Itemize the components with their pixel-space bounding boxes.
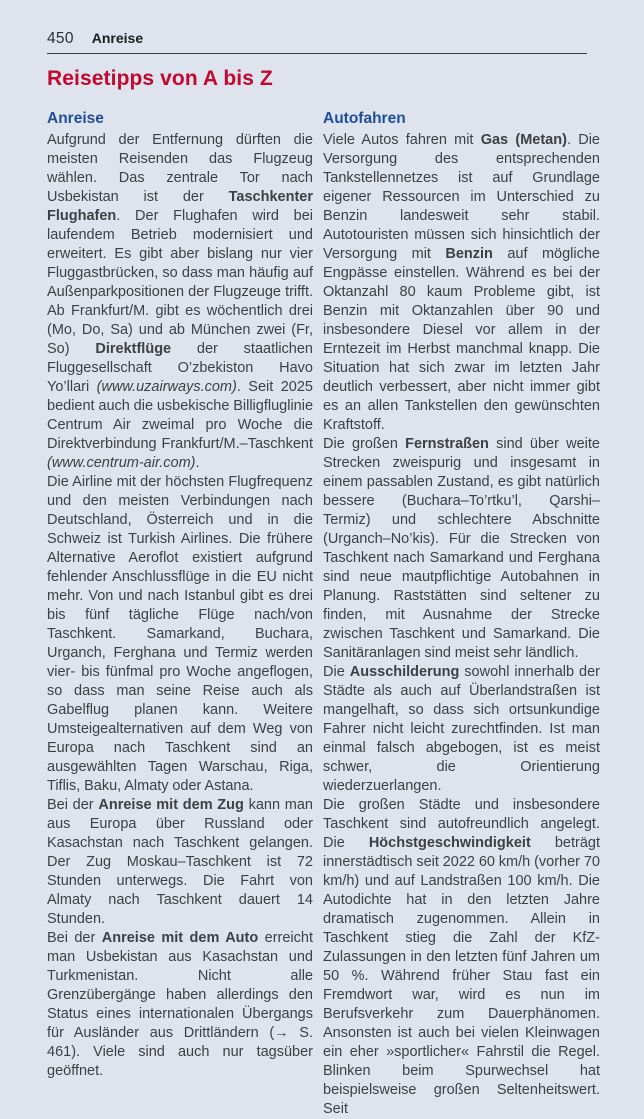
body-text: der staatlichen Fluggesellschaft O’zbekiston Havo Yo’llari (47, 341, 313, 395)
section-heading-anreise: Anreise (47, 110, 104, 127)
body-text: sind über weite Strecken zweispurig und insgesamt in einem passablen Zustand, es gibt natürlich bessere (Buchara–To’rtku’l, Qarshi–Termiz) und schlechtere Abschnitte (Urganch–No’kis). Für die Strecken von Taschkent nach Samarkand und Ferghana sind neue mautpflichtige Autobahnen in Planung. Raststätten sind seltener zu finden, mit Ausnahme der Strecke zwischen Taschkent und Samarkand. Die Sanitäranlagen sind meist sehr ländlich. (323, 436, 600, 661)
paragraph (323, 435, 600, 663)
body-text: . Die Versorgung des entsprechenden Tankstellennetzes ist auf Grundlage eigener Ressourcen im Unterschied zu Benzin landesweit sehr stabil. Autotouristen müssen sich hinsichtlich der Versorgung mit (323, 132, 600, 262)
bold-text: Ausschilderung (349, 664, 460, 680)
body-text: . Der Flughafen wird bei laufendem Betrieb modernisiert und erweitert. Es gibt aber bislang nur vier Fluggastbrücken, so dass man häufig auf Außenparkpositionen der Flugzeuge trifft. Ab Frankfurt/M. gibt es wöchentlich drei (Mo, Do, Sa) und ab München zwei (Fr, So) (47, 208, 313, 357)
body-text: kann man aus Europa über Russland oder Kasachstan nach Taschkent gelangen. Der Zug Moskau–Taschkent ist 72 Stunden unterwegs. Die Fahrt von Almaty nach Taschkent dauert 14 Stunden. (47, 797, 313, 927)
italic-text: (www.uzairways.com) (96, 379, 237, 395)
section-heading-autofahren: Autofahren (323, 110, 406, 127)
body-text: Aufgrund der Entfernung dürften die meisten Reisenden das Flugzeug wählen. Das zentrale Tor nach Usbekistan ist der (47, 132, 313, 205)
body-text: Viele Autos fahren mit (323, 132, 481, 148)
column-anreise-body (47, 131, 313, 1081)
body-text: Die Airline mit der höchsten Flugfrequenz und den meisten Verbindungen nach Deutschland, Österreich und in die Schweiz ist Turkish Airlines. Die frühere Alternative Aeroflot existiert aufgrund fehlender Anschlussflüge in die EU nicht mehr. Von und nach Istanbul gibt es drei bis fünf tägliche Flüge nach/von Taschkent. Samarkand, Buchara, Urganch, Ferghana und Termiz werden vier- bis fünfmal pro Woche angeflogen, so dass man seine Reise auch als Gabelflug planen kann. Weitere Umsteigealternativen auf dem Weg von Europa nach Taschkent sind an ausgewählten Tagen Warschau, Riga, Tiflis, Baku, Almaty oder Astana. (47, 474, 313, 794)
body-text: Bei der (47, 797, 99, 813)
bold-text: Taschkenter Flughafen (47, 189, 313, 224)
body-text: Bei der (47, 930, 102, 946)
paragraph (47, 796, 313, 929)
body-text: . (195, 455, 200, 471)
body-text: beträgt innerstädtisch seit 2022 60 km/h (vorher 70 km/h) und auf Landstraßen 100 km/h. Die Autodichte hat in den letzten Jahre dramatisch zugenommen. Allein in Taschkent stieg die Zahl der KfZ-Zulassungen in den letzten fünf Jahren um 50 %. Während früher Stau fast ein Fremdwort war, wird es nun im Berufsverkehr zum Dauerphänomen. Ansonsten ist auch bei vielen Kleinwagen ein eher »sportlicher« Fahrstil die Regel. Blinken beim Spurwechsel hat beispielsweise großen Seltenheitswert. Seit (323, 835, 600, 1117)
bold-text: Anreise mit dem Auto (101, 930, 259, 946)
paragraph (47, 473, 313, 796)
body-text: Die großen Städte und insbesondere Taschkent sind autofreundlich angelegt. Die (323, 797, 600, 851)
italic-text: (www.centrum-air.com) (47, 455, 196, 471)
body-text: . Seit 2025 bedient auch die usbekische Billigfluglinie Centrum Air zweimal pro Woche die Direktverbindung Frankfurt/M.–Taschkent (47, 379, 314, 452)
body-text: Die großen (323, 436, 406, 452)
paragraph (323, 131, 600, 435)
body-text: erreicht man Usbekistan aus Kasachstan und Turkmenistan. Nicht alle Grenzübergänge haben allerdings den Status eines internationalen Übergangs für Ausländer aus Drittländern (→ S. 461). Viele sind auch nur tagsüber geöffnet. (47, 930, 313, 1079)
bold-text: Fernstraßen (405, 436, 489, 452)
body-text: sowohl innerhalb der Städte als auch auf Überlandstraßen ist mangelhaft, so dass sich ortsunkundige Fahrer nicht leicht zurechtfinden. Ist man einmal falsch abgebogen, ist es meist schwer, die Orientierung wiederzuerlangen. (323, 664, 600, 794)
running-header (47, 30, 587, 54)
column-autofahren (323, 110, 600, 1119)
two-column-layout (47, 110, 601, 1119)
bold-text: Benzin (445, 246, 493, 262)
body-text: Die (323, 664, 350, 680)
paragraph (323, 663, 600, 796)
chapter-label: Anreise (91, 30, 144, 46)
page-number: 450 (47, 30, 74, 47)
bold-text: Höchstgeschwindigkeit (368, 835, 531, 851)
paragraph (47, 929, 313, 1081)
column-anreise (47, 110, 313, 1119)
column-autofahren-body (323, 131, 600, 1119)
page-title: Reisetipps von A bis Z (47, 67, 273, 90)
bold-text: Direktflüge (95, 341, 172, 357)
bold-text: Anreise mit dem Zug (98, 797, 244, 813)
paragraph (323, 796, 600, 1119)
body-text: auf mögliche Engpässe einstellen. Während es bei der Oktanzahl 80 kaum Probleme gibt, ist Benzin mit Oktanzahlen über 90 und insbesondere Diesel vor allem in der Erntezeit im Herbst manchmal knapp. Die Situation hat sich zwar im letzten Jahr deutlich verbessert, aber nicht immer gibt es an allen Tankstellen den gewünschten Kraftstoff. (323, 246, 600, 433)
paragraph (47, 131, 313, 473)
bold-text: Gas (Metan) (480, 132, 567, 148)
